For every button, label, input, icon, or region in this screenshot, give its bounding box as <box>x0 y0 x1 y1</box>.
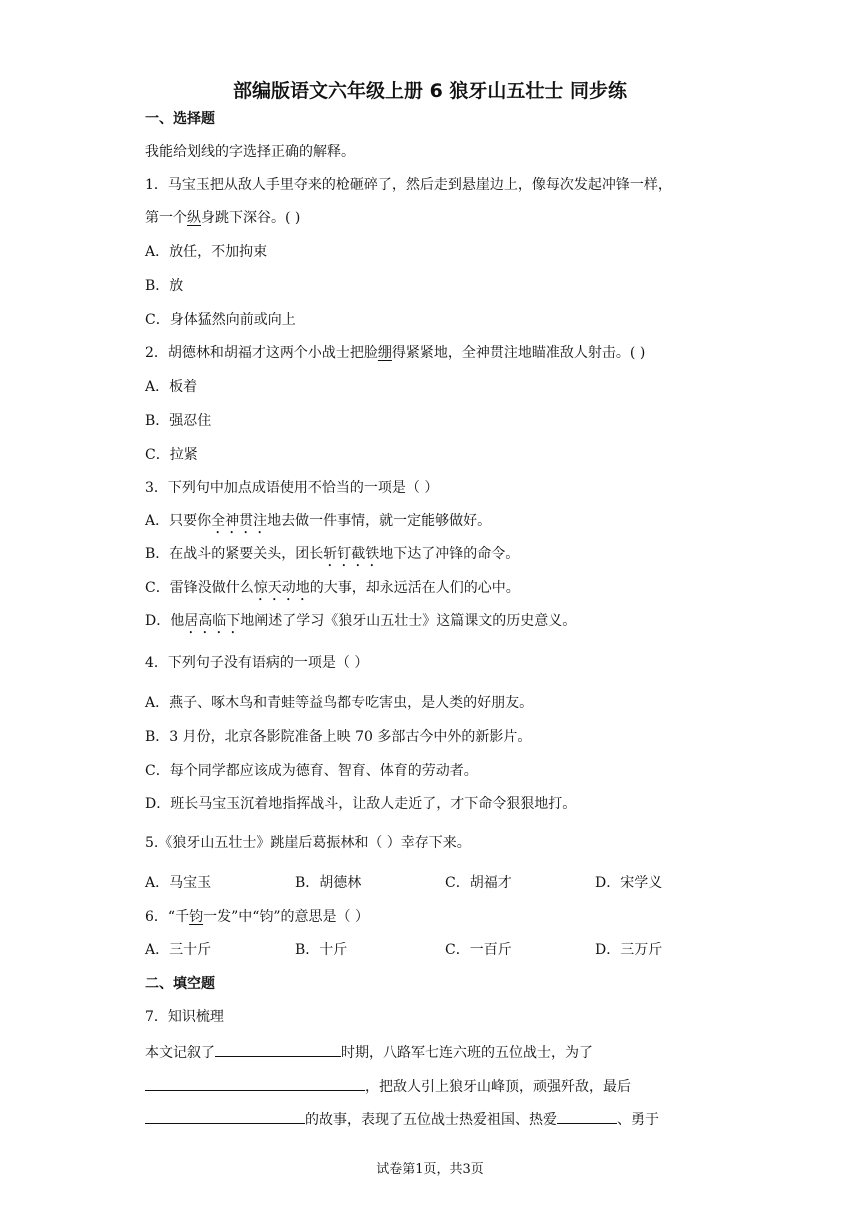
dotted-idiom: 全神贯注 <box>211 513 268 529</box>
fill-blank[interactable] <box>215 1041 341 1057</box>
question-5-option-b[interactable]: B．胡德林 <box>295 875 362 891</box>
question-3-option-b[interactable]: B．在战斗的紧要关头，团长斩钉截铁地下达了冲锋的命令。 <box>145 546 520 562</box>
question-3-stem: 3．下列句中加点成语使用不恰当的一项是（ ） <box>145 480 439 496</box>
question-7-line-3: 的故事，表现了五位战士热爱祖国、热爱 、勇于 <box>145 1108 659 1130</box>
question-2-option-b[interactable]: B．强忍住 <box>145 413 212 429</box>
question-5-option-c[interactable]: C．胡福才 <box>445 875 512 891</box>
question-2-option-c[interactable]: C．拉紧 <box>145 447 198 463</box>
question-4-option-d[interactable]: D．班长马宝玉沉着地指挥战斗，让敌人走近了，才下命令狠狠地打。 <box>145 796 577 812</box>
question-7-line-1: 本文记叙了 时期，八路军七连六班的五位战士，为了 <box>145 1041 593 1063</box>
section-heading-fill: 二、填空题 <box>145 976 215 992</box>
page-title: 部编版语文六年级上册 6 狼牙山五壮士 同步练 <box>232 80 628 102</box>
question-6-option-b[interactable]: B．十斤 <box>295 942 348 958</box>
question-5-option-a[interactable]: A．马宝玉 <box>145 875 212 891</box>
question-6-option-a[interactable]: A．三十斤 <box>145 942 212 958</box>
question-2-stem: 2．胡德林和胡福才这两个小战士把脸绷得紧紧地，全神贯注地瞄准敌人射击。( ) <box>145 345 646 361</box>
dotted-idiom: 居高临下 <box>184 613 241 629</box>
fill-blank[interactable] <box>145 1108 305 1124</box>
question-4-option-c[interactable]: C．每个同学都应该成为德育、智育、体育的劳动者。 <box>145 763 478 779</box>
section-heading-choice: 一、选择题 <box>145 111 215 127</box>
question-7-stem: 7．知识梳理 <box>145 1009 224 1025</box>
underlined-char: 钧 <box>189 909 204 925</box>
question-1-option-a[interactable]: A．放任，不加拘束 <box>145 244 268 260</box>
question-6-stem: 6．“千钧一发”中“钧”的意思是（ ） <box>145 909 369 925</box>
question-2-option-a[interactable]: A．板着 <box>145 379 198 395</box>
dotted-idiom: 斩钉截铁 <box>323 546 380 562</box>
question-3-option-a[interactable]: A．只要你全神贯注地去做一件事情，就一定能够做好。 <box>145 513 492 529</box>
question-5-option-d[interactable]: D．宋学义 <box>595 875 663 891</box>
question-1-stem-cont: 第一个纵身跳下深谷。( ) <box>145 210 301 226</box>
question-3-option-c[interactable]: C．雷锋没做什么惊天动地的大事，却永远活在人们的心中。 <box>145 580 520 596</box>
question-1-option-b[interactable]: B．放 <box>145 278 184 294</box>
question-4-stem: 4．下列句子没有语病的一项是（ ） <box>145 655 369 671</box>
fill-blank[interactable] <box>557 1108 617 1124</box>
question-1-stem: 1．马宝玉把从敌人手里夺来的枪砸碎了，然后走到悬崖边上，像每次发起冲锋一样， <box>145 177 672 193</box>
question-3-option-d[interactable]: D．他居高临下地阐述了学习《狼牙山五壮士》这篇课文的历史意义。 <box>145 613 577 629</box>
fill-blank[interactable] <box>145 1075 365 1091</box>
instruction-text: 我能给划线的字选择正确的解释。 <box>145 144 355 160</box>
question-4-option-a[interactable]: A．燕子、啄木鸟和青蛙等益鸟都专吃害虫，是人类的好朋友。 <box>145 695 534 711</box>
page-footer: 试卷第1页，共3页 <box>376 1162 484 1177</box>
question-7-line-2: ，把敌人引上狼牙山峰顶，顽强歼敌，最后 <box>145 1075 631 1097</box>
question-5-stem: 5.《狼牙山五壮士》跳崖后葛振林和（ ）幸存下来。 <box>145 835 471 851</box>
underlined-char: 纵 <box>187 210 201 226</box>
question-6-option-d[interactable]: D．三万斤 <box>595 942 663 958</box>
dotted-idiom: 惊天动地 <box>253 580 310 596</box>
question-6-option-c[interactable]: C．一百斤 <box>445 942 512 958</box>
question-1-option-c[interactable]: C．身体猛然向前或向上 <box>145 312 296 328</box>
question-4-option-b[interactable]: B．3 月份，北京各影院准备上映 70 多部古今中外的新影片。 <box>145 729 532 745</box>
underlined-char: 绷 <box>377 345 392 361</box>
